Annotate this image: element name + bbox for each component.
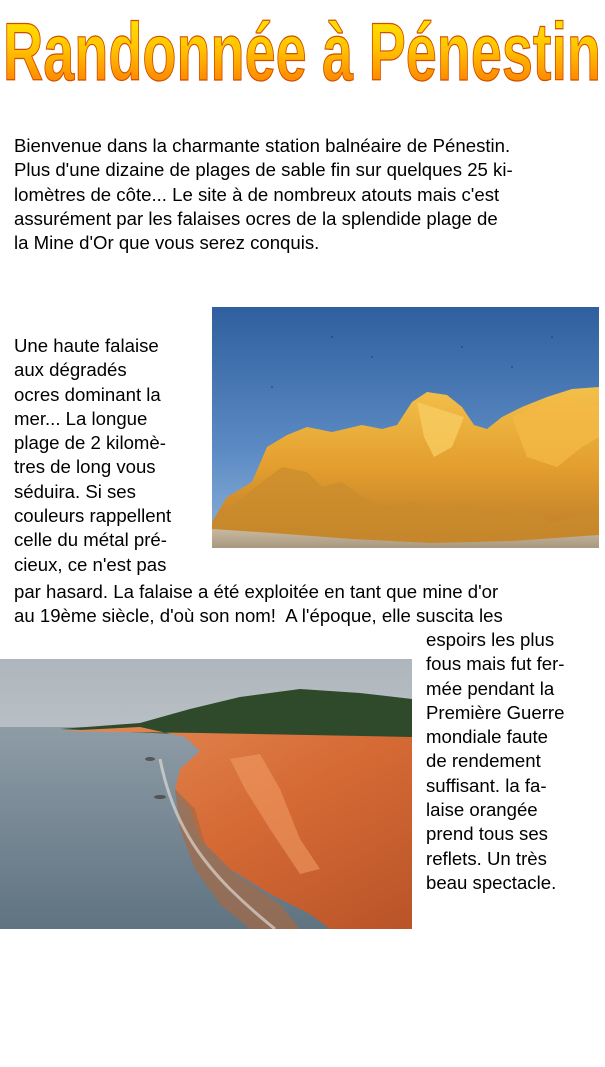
text-line: espoirs les plus xyxy=(426,629,555,650)
history-paragraph xyxy=(14,580,604,629)
text-line: Bienvenue dans la charmante station balnéaire de Pénestin. xyxy=(14,135,511,156)
text-line: tres de long vous xyxy=(14,456,156,478)
text-line: assurément par les falaises ocres de la splendide plage de xyxy=(14,207,498,229)
orange-cliff-coast-photo xyxy=(0,659,412,929)
text-line: reflets. Un très xyxy=(426,847,547,869)
page-title xyxy=(0,2,605,88)
mine-dor-cliff-photo xyxy=(212,307,599,548)
text-line: la Mine d'Or que vous serez conquis. xyxy=(14,232,320,254)
text-line: couleurs rappellent xyxy=(14,505,172,527)
text-line: séduira. Si ses xyxy=(14,480,136,502)
text-line: de rendement xyxy=(426,750,541,772)
text-line: prend tous ses xyxy=(426,823,548,845)
title-wordart xyxy=(0,2,605,88)
falaise-paragraph xyxy=(14,334,214,577)
intro-paragraph xyxy=(14,134,594,255)
text-line: Première Guerre xyxy=(426,701,565,723)
closing-paragraph xyxy=(426,628,604,895)
text-line: mondiale faute xyxy=(426,726,548,748)
text-line: aux dégradés xyxy=(14,359,127,381)
text-line: beau spectacle. xyxy=(426,871,557,893)
text-line: mée pendant la xyxy=(426,677,555,699)
text-line: au 19ème siècle, d'où son nom! A l'époque, elle suscita les xyxy=(14,605,503,627)
text-line: suffisant. la fa- xyxy=(426,774,547,796)
text-line: laise orangée xyxy=(426,799,538,821)
text-line: Une haute falaise xyxy=(14,335,159,356)
text-line: cieux, ce n'est pas xyxy=(14,553,167,575)
text-line: lomètres de côte... Le site à de nombreux atouts mais c'est xyxy=(14,183,500,205)
text-line: Plus d'une dizaine de plages de sable fin sur quelques 25 ki- xyxy=(14,159,513,181)
text-line: fous mais fut fer- xyxy=(426,653,565,675)
text-line: par hasard. La falaise a été exploitée en tant que mine d'or xyxy=(14,581,499,602)
page-title-text: Randonnée à Pénestin xyxy=(3,7,601,88)
text-line: celle du métal pré- xyxy=(14,529,167,551)
text-line: ocres dominant la xyxy=(14,383,161,405)
text-line: plage de 2 kilomè- xyxy=(14,432,166,454)
text-line: mer... La longue xyxy=(14,407,148,429)
